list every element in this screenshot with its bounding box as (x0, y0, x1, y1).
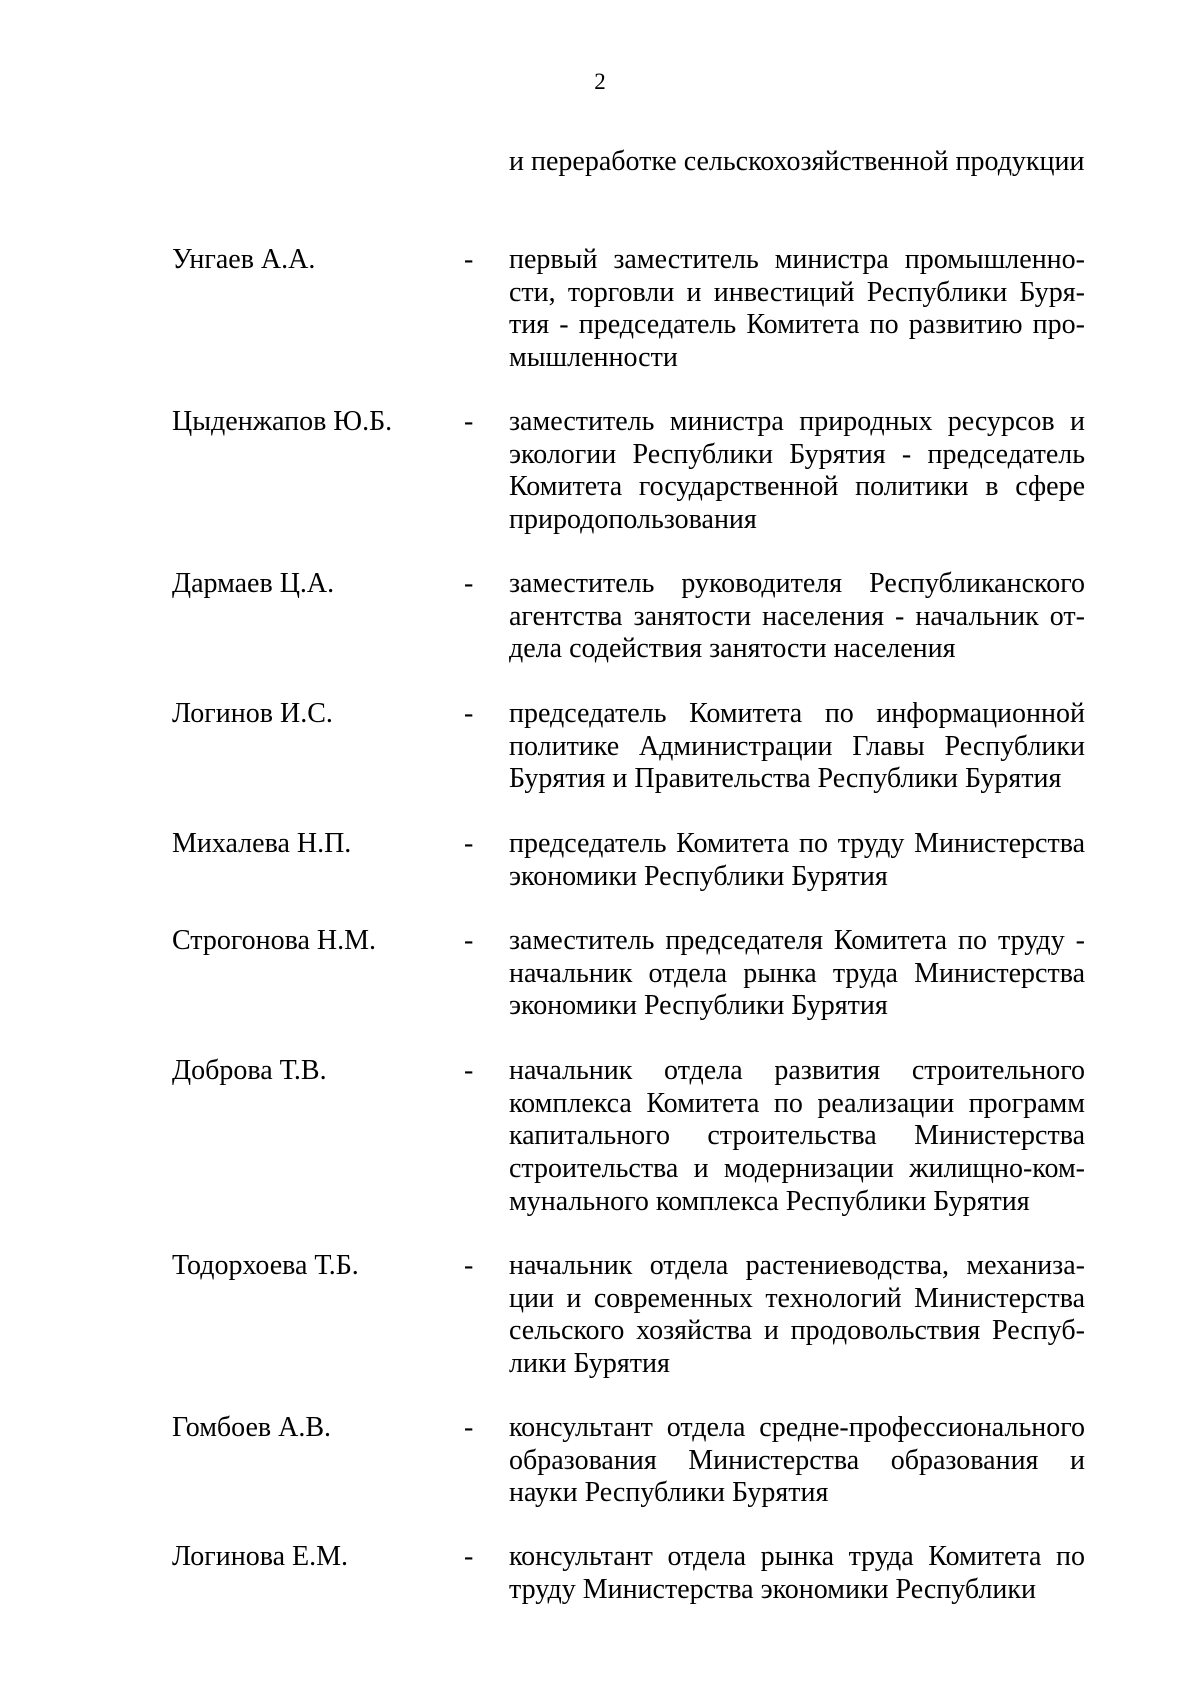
separator-dash: - (464, 925, 474, 956)
page-number: 2 (594, 69, 606, 94)
person-name: Тодорхоева Т.Б. (172, 1250, 359, 1281)
person-name: Логинова Е.М. (172, 1541, 349, 1572)
separator-dash: - (464, 698, 474, 729)
position-description: заместитель министра природных ресурсов и экологии Республики Бурятия - председатель Комитета государственной политики в сфере природопользования (509, 406, 1085, 536)
position-description: заместитель руководителя Республиканского агентства занятости населения - начальник отдела содействия занятости населения (509, 568, 1085, 665)
person-name: Унгаев А.А. (172, 244, 316, 275)
person-name: Строгонова Н.М. (172, 925, 377, 956)
separator-dash: - (464, 1055, 474, 1086)
position-description: председатель Комитета по труду Министерства экономики Республики Бурятия (509, 828, 1085, 892)
person-name: Доброва Т.В. (172, 1055, 327, 1086)
person-name: Дармаев Ц.А. (172, 568, 335, 599)
position-description: начальник отдела развития строительного комплекса Комитета по реализации программ капитального строительства Министерства строительства и модернизации жилищно-коммунального комплекса Республики Бурятия (509, 1055, 1085, 1217)
separator-dash: - (464, 828, 474, 859)
position-description: заместитель председателя Комитета по труду - начальник отдела рынка труда Министерства экономики Республики Бурятия (509, 925, 1085, 1022)
position-description: консультант отдела средне-профессионального образования Министерства образования и науки Республики Бурятия (509, 1412, 1085, 1509)
separator-dash: - (464, 1412, 474, 1443)
person-name: Михалева Н.П. (172, 828, 352, 859)
separator-dash: - (464, 406, 474, 437)
separator-dash: - (464, 244, 474, 275)
continuation-text: и переработке сельскохозяйственной продукции (509, 146, 1085, 177)
separator-dash: - (464, 1541, 474, 1572)
person-name: Логинов И.С. (172, 698, 333, 729)
position-description: начальник отдела растениеводства, механизации и современных технологий Министерства сельского хозяйства и продовольствия Республики Бурятия (509, 1250, 1085, 1380)
person-name: Гомбоев А.В. (172, 1412, 332, 1443)
position-description: первый заместитель министра промышленности, торговли и инвестиций Республики Бурятия - председатель Комитета по развитию промышленности (509, 244, 1085, 374)
separator-dash: - (464, 568, 474, 599)
person-name: Цыденжапов Ю.Б. (172, 406, 393, 437)
position-description: председатель Комитета по информационной политике Администрации Главы Республики Бурятия и Правительства Республики Бурятия (509, 698, 1085, 795)
separator-dash: - (464, 1250, 474, 1281)
position-description: консультант отдела рынка труда Комитета по труду Министерства экономики Республики (509, 1541, 1085, 1605)
